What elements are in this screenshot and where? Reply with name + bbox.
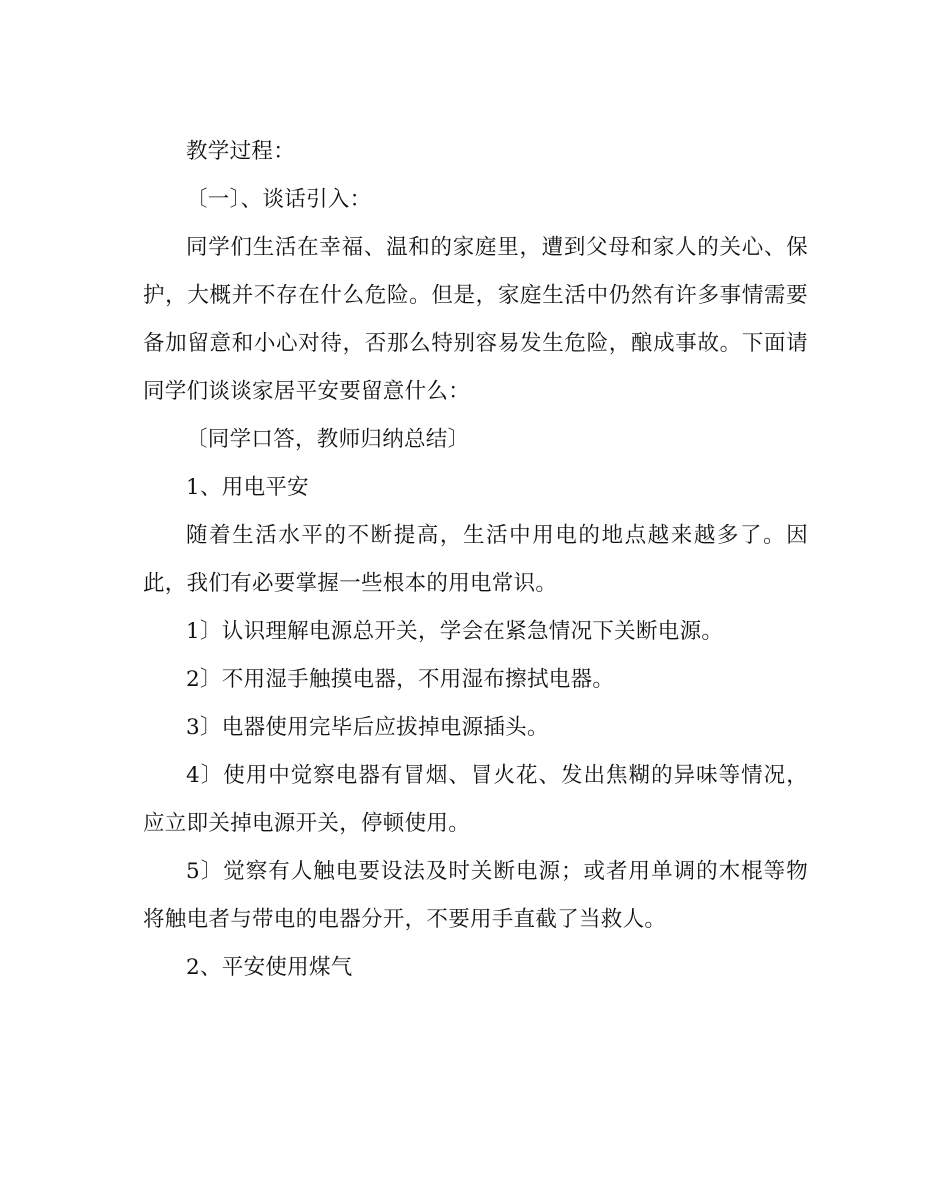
paragraph-intro-text: 同学们生活在幸福、温和的家庭里，遭到父母和家人的关心、保护，大概并不存在什么危险。但是，家庭生活中仍然有许多事情需要备加留意和小心对待，否那么特别容易发生危险，酿成事故。下面请同学们谈谈家居平安要留意什么： [143,235,808,404]
list-item-4: 4〕使用中觉察电器有冒烟、冒火花、发出焦糊的异味等情况，应立即关掉电源开关，停顿使用。 [143,763,808,836]
section-heading-teaching-process: 教学过程： [186,139,296,164]
subheading-intro: 〔一〕、谈话引入： [186,187,372,212]
list-item-3: 3〕电器使用完毕后应拔掉电源插头。 [186,715,549,740]
subheading-gas-safety: 2、平安使用煤气 [186,955,353,980]
list-item-2: 2〕不用湿手触摸电器，不用湿布擦拭电器。 [186,667,615,692]
list-item-1: 1〕认识理解电源总开关，学会在紧急情况下关断电源。 [186,619,724,644]
paragraph-electric-intro: 随着生活水平的不断提高，生活中用电的地点越来越多了。因此，我们有必要掌握一些根本的用电常识。 [143,523,808,596]
document-body [143,128,808,992]
paragraph-student-answer-note: 〔同学口答，教师归纳总结〕 [186,427,470,452]
subheading-electric-safety: 1、用电平安 [186,475,309,500]
list-item-5: 5〕觉察有人触电要设法及时关断电源；或者用单调的木棍等物将触电者与带电的电器分开，不要用手直截了当救人。 [143,859,808,932]
